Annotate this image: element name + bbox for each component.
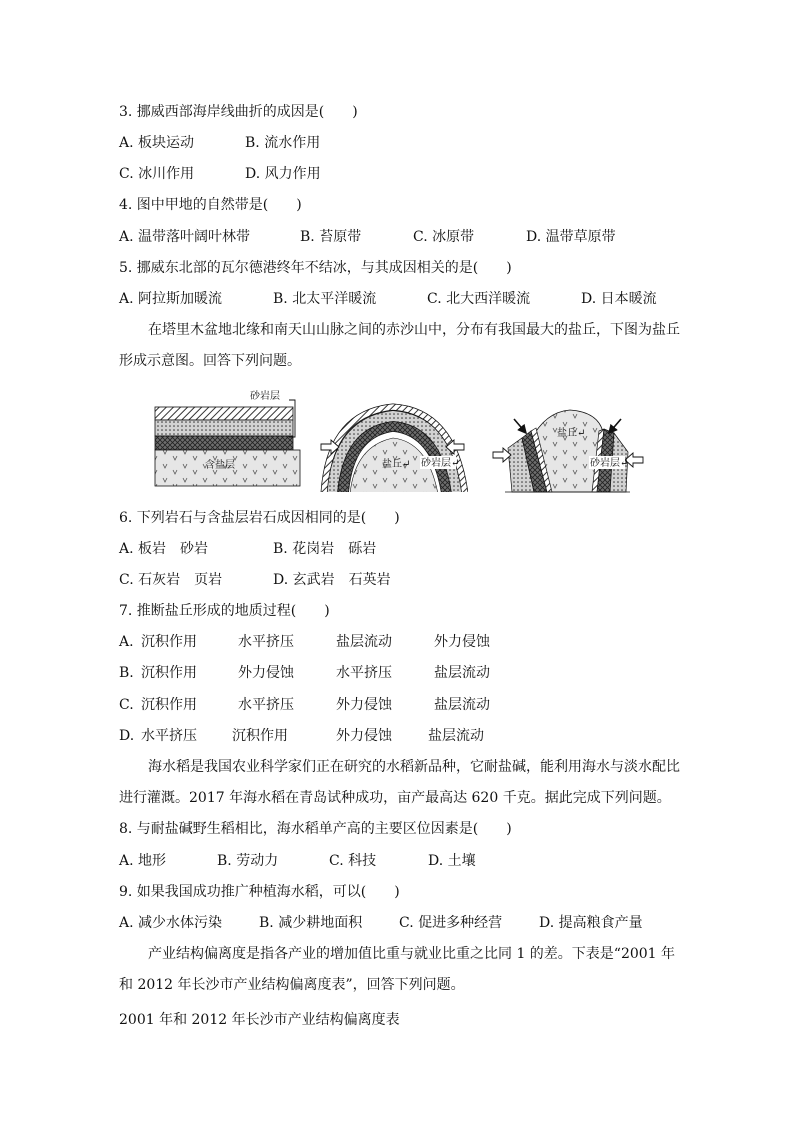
table-title: 2001 年和 2012 年长沙市产业结构偏离度表 xyxy=(119,1012,400,1028)
passage-line: 产业结构偏离度是指各产业的增加值比重与就业比重之比同 1 的差。下表是“2001 年 xyxy=(148,946,676,962)
option-c: C. 石灰岩 页岩 xyxy=(119,572,223,588)
process-step: 盐层流动 xyxy=(434,665,490,681)
option-d: D. 提高粮食产量 xyxy=(539,915,643,931)
process-step: 外力侵蚀 xyxy=(336,728,392,744)
process-step: 盐层流动 xyxy=(434,697,490,713)
option-a: A. 板岩 砂岩 xyxy=(119,541,209,557)
option-c: C. 冰原带 xyxy=(413,229,475,245)
option-letter: A. xyxy=(119,634,134,650)
salt-bearing-layer-label: 含盐层 xyxy=(205,460,235,471)
stage-2-anticline xyxy=(321,407,465,494)
option-letter: D. xyxy=(119,728,135,744)
option-a: A. 温带落叶阔叶林带 xyxy=(119,229,251,245)
option-b: B. 花岗岩 砾岩 xyxy=(273,541,377,557)
option-a: A. 板块运动 xyxy=(119,135,195,151)
option-a: A. 阿拉斯加暖流 xyxy=(119,291,223,307)
option-c: C. 促进多种经营 xyxy=(399,915,503,931)
sandstone-hatched-layer xyxy=(155,407,293,420)
option-d: D. 风力作用 xyxy=(245,166,321,182)
erosion-arrow-left-icon xyxy=(514,419,526,433)
process-step: 沉积作用 xyxy=(141,665,197,681)
question-stem: 7. 推断盐丘形成的地质过程( ) xyxy=(119,603,330,619)
passage-line: 海水稻是我国农业科学家们正在研究的水稻新品种，它耐盐碱，能利用海水与淡水配比 xyxy=(148,759,680,775)
option-letter: C. xyxy=(119,697,134,713)
process-step: 沉积作用 xyxy=(141,697,197,713)
process-step: 水平挤压 xyxy=(141,728,197,744)
stage-3-salt-dome xyxy=(493,410,643,492)
option-a: A. 地形 xyxy=(119,853,167,869)
process-step: 沉积作用 xyxy=(141,634,197,650)
option-d: D. 土壤 xyxy=(428,853,476,869)
passage-line: 形成示意图。回答下列问题。 xyxy=(119,353,301,369)
question-stem: 3. 挪威西部海岸线曲折的成因是( ) xyxy=(119,104,358,120)
sandstone-label: 砂岩层↵ xyxy=(590,458,629,469)
sandstone-dark-layer xyxy=(155,436,293,450)
sandstone-dotted-layer xyxy=(155,420,293,436)
question-stem: 8. 与耐盐碱野生稻相比，海水稻单产高的主要区位因素是( ) xyxy=(119,821,512,837)
option-c: C. 科技 xyxy=(329,853,377,869)
option-b: B. 劳动力 xyxy=(217,853,279,869)
process-step: 水平挤压 xyxy=(238,634,294,650)
sandstone-layer-label: 砂岩层 xyxy=(250,391,280,402)
option-b: B. 苔原带 xyxy=(300,229,362,245)
option-c: C. 冰川作用 xyxy=(119,166,195,182)
process-step: 外力侵蚀 xyxy=(336,697,392,713)
stage-1-horizontal-layers xyxy=(155,389,300,486)
option-letter: B. xyxy=(119,665,134,681)
option-b: B. 北太平洋暖流 xyxy=(273,291,377,307)
option-a: A. 减少水体污染 xyxy=(119,915,223,931)
option-b: B. 流水作用 xyxy=(245,135,321,151)
option-d: D. 日本暖流 xyxy=(581,291,657,307)
question-stem: 4. 图中甲地的自然带是( ) xyxy=(119,197,302,213)
passage-line: 进行灌溉。2017 年海水稻在青岛试种成功，亩产最高达 620 千克。据此完成下列问题。 xyxy=(119,790,671,806)
process-step: 盐层流动 xyxy=(336,634,392,650)
question-stem: 9. 如果我国成功推广种植海水稻，可以( ) xyxy=(119,884,400,900)
option-b: B. 减少耕地面积 xyxy=(259,915,363,931)
process-step: 水平挤压 xyxy=(336,665,392,681)
question-stem: 6. 下列岩石与含盐层岩石成因相同的是( ) xyxy=(119,510,400,526)
option-d: D. 温带草原带 xyxy=(526,229,616,245)
passage-line: 和 2012 年长沙市产业结构偏离度表”，回答下列问题。 xyxy=(119,977,465,993)
process-step: 水平挤压 xyxy=(238,697,294,713)
option-c: C. 北大西洋暖流 xyxy=(427,291,531,307)
sandstone-label: 砂岩层↵ xyxy=(421,458,460,469)
erosion-arrow-right-icon xyxy=(609,419,621,433)
question-stem: 5. 挪威东北部的瓦尔德港终年不结冰，与其成因相关的是( ) xyxy=(119,260,512,276)
salt-dome-label: 盐丘↵ xyxy=(382,459,411,470)
process-step: 外力侵蚀 xyxy=(434,634,490,650)
salt-dome-formation-figure xyxy=(150,384,650,500)
option-d: D. 玄武岩 石英岩 xyxy=(273,572,391,588)
process-step: 外力侵蚀 xyxy=(238,665,294,681)
passage-line: 在塔里木盆地北缘和南天山山脉之间的赤沙山中，分布有我国最大的盐丘，下图为盐丘 xyxy=(148,322,680,338)
process-step: 盐层流动 xyxy=(428,728,484,744)
salt-dome-label: 盐丘↵ xyxy=(557,428,586,439)
process-step: 沉积作用 xyxy=(232,728,288,744)
